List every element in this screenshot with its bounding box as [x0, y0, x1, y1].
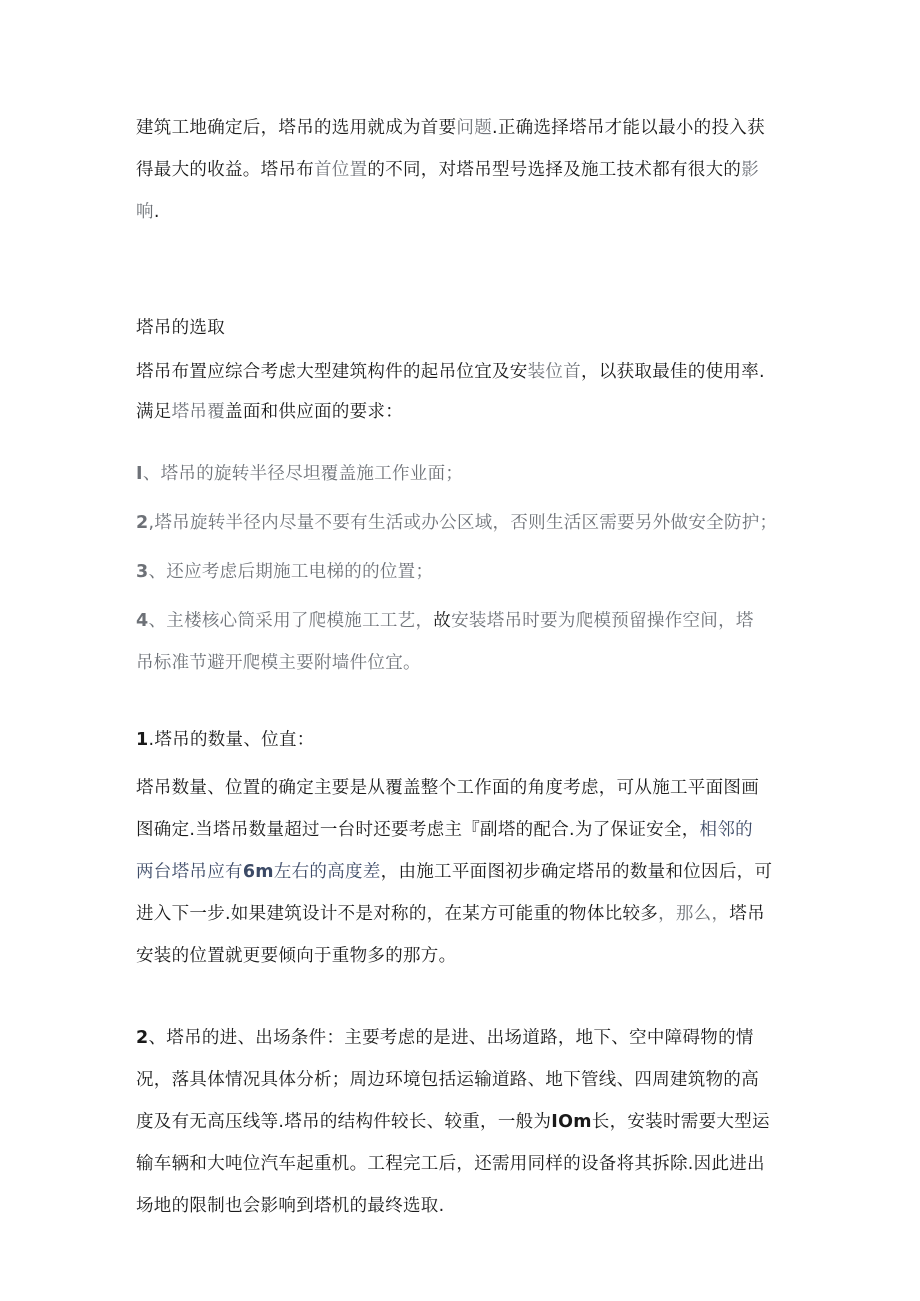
text-run: I — [136, 464, 143, 484]
selection-heading — [136, 307, 796, 349]
text-run: .塔吊的数量、位直： — [148, 730, 315, 750]
list-item — [136, 453, 796, 495]
text-run: 响 — [136, 202, 154, 222]
text-run: 塔吊覆 — [171, 402, 226, 422]
text-run: 6m — [242, 862, 274, 882]
text-run: 塔吊数量、位置的确定主要是从覆盖整个工作面的角度考虑，可从施工平面图画 — [136, 778, 759, 798]
text-line — [136, 1143, 796, 1185]
text-run: 建筑工地确定后，塔吊的选用就成为首要 — [136, 118, 457, 138]
text-line — [136, 1101, 796, 1143]
section1-heading — [136, 719, 796, 761]
text-run: ，由施工平面图初步确定塔吊的数量和位因后，可 — [380, 862, 773, 882]
text-run: 度及有无高压线等.塔吊的结构件较长、较重，一般为 — [136, 1112, 552, 1132]
text-run: . — [153, 202, 160, 222]
text-line — [136, 809, 796, 851]
text-run: 、主楼核心筒采用了爬模施工工艺， — [148, 611, 434, 631]
text-run: 1 — [136, 730, 149, 750]
selection-paragraph — [136, 352, 796, 432]
text-run: 、塔吊的进、出场条件：主要考虑的是进、出场道路，地下、空中障碍物的情 — [148, 1028, 754, 1048]
text-line — [136, 392, 796, 432]
intro-paragraph — [136, 107, 796, 233]
text-run: 盖面和供应面的要求： — [225, 402, 404, 422]
text-run: 影 — [741, 160, 760, 180]
text-run: 安装塔吊时要为爬模预留操作空间，塔 — [451, 611, 754, 631]
text-run: 满足 — [136, 402, 172, 422]
text-line — [136, 851, 796, 893]
text-line — [136, 107, 796, 149]
selection-item-1 — [136, 453, 796, 495]
text-run: 2 — [136, 1028, 149, 1048]
text-run: 两台塔吊应有 — [136, 862, 243, 882]
text-run: 4 — [136, 611, 149, 631]
text-run: 装位首 — [527, 362, 582, 382]
text-run: IOm — [551, 1112, 592, 1132]
text-run: 、还应考虑后期施工电梯的的位置； — [148, 562, 434, 582]
selection-item-4 — [136, 600, 796, 684]
text-run: 问题 — [456, 118, 493, 138]
list-item-continuation — [136, 642, 796, 684]
text-run: 进入下一步.如果建筑设计不是对称的，在某方可能重的物体比较多 — [136, 904, 659, 924]
text-run: 塔吊 — [729, 904, 765, 924]
section-heading — [136, 719, 796, 761]
text-run: 2 — [136, 513, 149, 533]
text-line — [136, 767, 796, 809]
section-heading: 塔吊的选取 — [136, 318, 225, 338]
text-run: ，以获取最佳的使用率. — [581, 362, 765, 382]
text-line — [136, 1059, 796, 1101]
text-line — [136, 893, 796, 935]
text-run: .正确选择塔吊才能以最小的投入获 — [492, 118, 765, 138]
text-run: 首位置 — [314, 160, 368, 180]
selection-item-2 — [136, 502, 796, 544]
selection-item-3 — [136, 551, 796, 593]
text-run: 图确定.当塔吊数量超过一台时还要考虑主『副塔的配合.为了保证安全， — [136, 820, 700, 840]
text-run: 输车辆和大吨位汽车起重机。工程完工后，还需用同样的设备将其拆除.因此进出 — [136, 1154, 765, 1174]
text-run: 塔吊布置应综合考虑大型建筑构件的起吊位宜及安 — [136, 362, 528, 382]
text-run: 、塔吊的旋转半径尽坦覆盖施工作业面； — [142, 464, 464, 484]
section2-paragraph — [136, 1017, 796, 1227]
list-item — [136, 551, 796, 593]
text-run: 长，安装时需要大型运 — [591, 1112, 770, 1132]
text-run: 安装的位置就更要倾向于重物多的那方。 — [136, 946, 457, 966]
text-run: 左右的高度差 — [273, 862, 381, 882]
text-run: 得最大的收益。塔吊布 — [136, 160, 314, 180]
text-line — [136, 191, 796, 233]
text-run: 的不同，对塔吊型号选择及施工技术都有很大的 — [367, 160, 742, 180]
text-run: 3 — [136, 562, 149, 582]
text-run: 场地的限制也会影响到塔机的最终选取. — [136, 1196, 445, 1216]
list-item — [136, 600, 796, 642]
text-run: ,塔吊旋转半径内尽量不要有生活或办公区域，否则生活区需要另外做安全防护； — [148, 513, 778, 533]
text-line — [136, 1185, 796, 1227]
text-line — [136, 935, 796, 977]
text-run: 故 — [433, 611, 452, 631]
text-line — [136, 352, 796, 392]
text-line — [136, 1017, 796, 1059]
text-line — [136, 149, 796, 191]
text-run: 相邻的 — [699, 820, 753, 840]
text-run: 吊标准节避开爬模主要附墙件位宜。 — [136, 653, 421, 673]
section1-paragraph — [136, 767, 796, 977]
text-run: 况，落具体情况具体分析；周边环境包括运输道路、地下管线、四周建筑物的高 — [136, 1070, 759, 1090]
text-run: ，那么， — [658, 904, 730, 924]
list-item — [136, 502, 796, 544]
